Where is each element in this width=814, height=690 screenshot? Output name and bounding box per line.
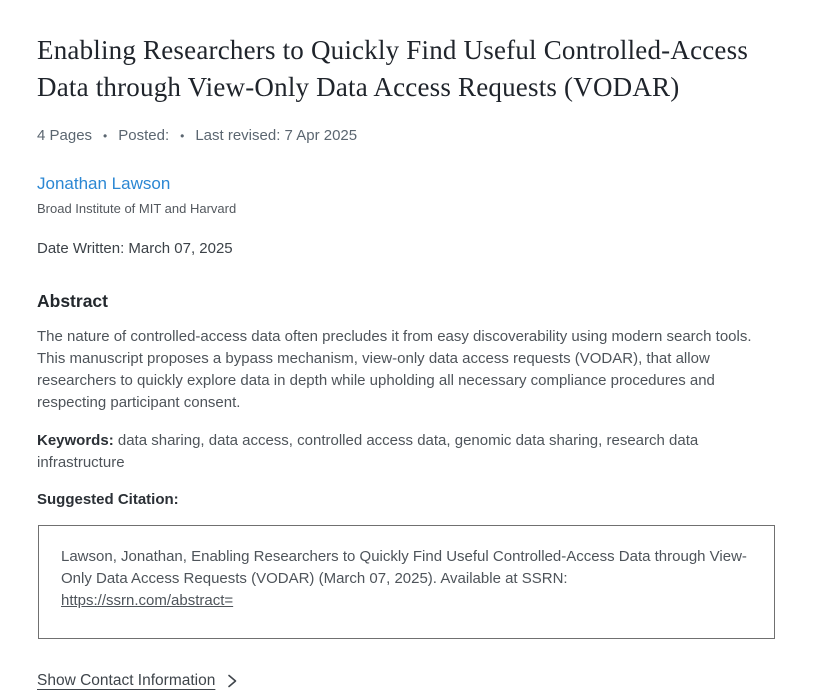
citation-box [38,525,775,639]
paper-meta-row [37,127,776,144]
abstract-text: The nature of controlled-access data often precludes it from easy discoverability using modern search tools. This manuscript proposes a bypass mechanism, view-only data access requests (VODAR), that allow researchers to quickly explore data in depth while upholding all necessary compliance procedures and respecting participant consent. [37,328,752,411]
paper-title: Enabling Researchers to Quickly Find Useful Controlled-Access Data through View-Only Data Access Requests (VODAR) [37,35,749,102]
suggested-citation-label: Suggested Citation: [37,491,179,508]
author-name-link[interactable]: Jonathan Lawson [37,174,171,193]
abstract-heading: Abstract [37,291,108,311]
show-contact-row[interactable] [37,672,238,690]
keywords-label: Keywords: [37,432,114,449]
citation-text: Lawson, Jonathan, Enabling Researchers to Quickly Find Useful Controlled-Access Data through View-Only Data Access Requests (VODAR) (March 07, 2025). Available at SSRN: [61,548,747,587]
keywords-text: data sharing, data access, controlled access data, genomic data sharing, research data infrastructure [37,432,699,471]
author-affiliation: Broad Institute of MIT and Harvard [37,201,237,216]
show-contact-information-link[interactable]: Show Contact Information [37,672,216,689]
ssrn-abstract-link[interactable]: https://ssrn.com/abstract= [61,592,234,609]
bullet-separator-icon: • [180,128,185,143]
page-count: 4 Pages [37,127,93,144]
last-revised-label: Last revised: 7 Apr 2025 [195,127,358,144]
posted-label: Posted: [118,127,170,144]
chevron-right-icon [227,674,238,688]
keywords-line [37,430,776,474]
date-written: Date Written: March 07, 2025 [37,240,233,257]
bullet-separator-icon: • [103,128,108,143]
author-block [37,174,776,216]
